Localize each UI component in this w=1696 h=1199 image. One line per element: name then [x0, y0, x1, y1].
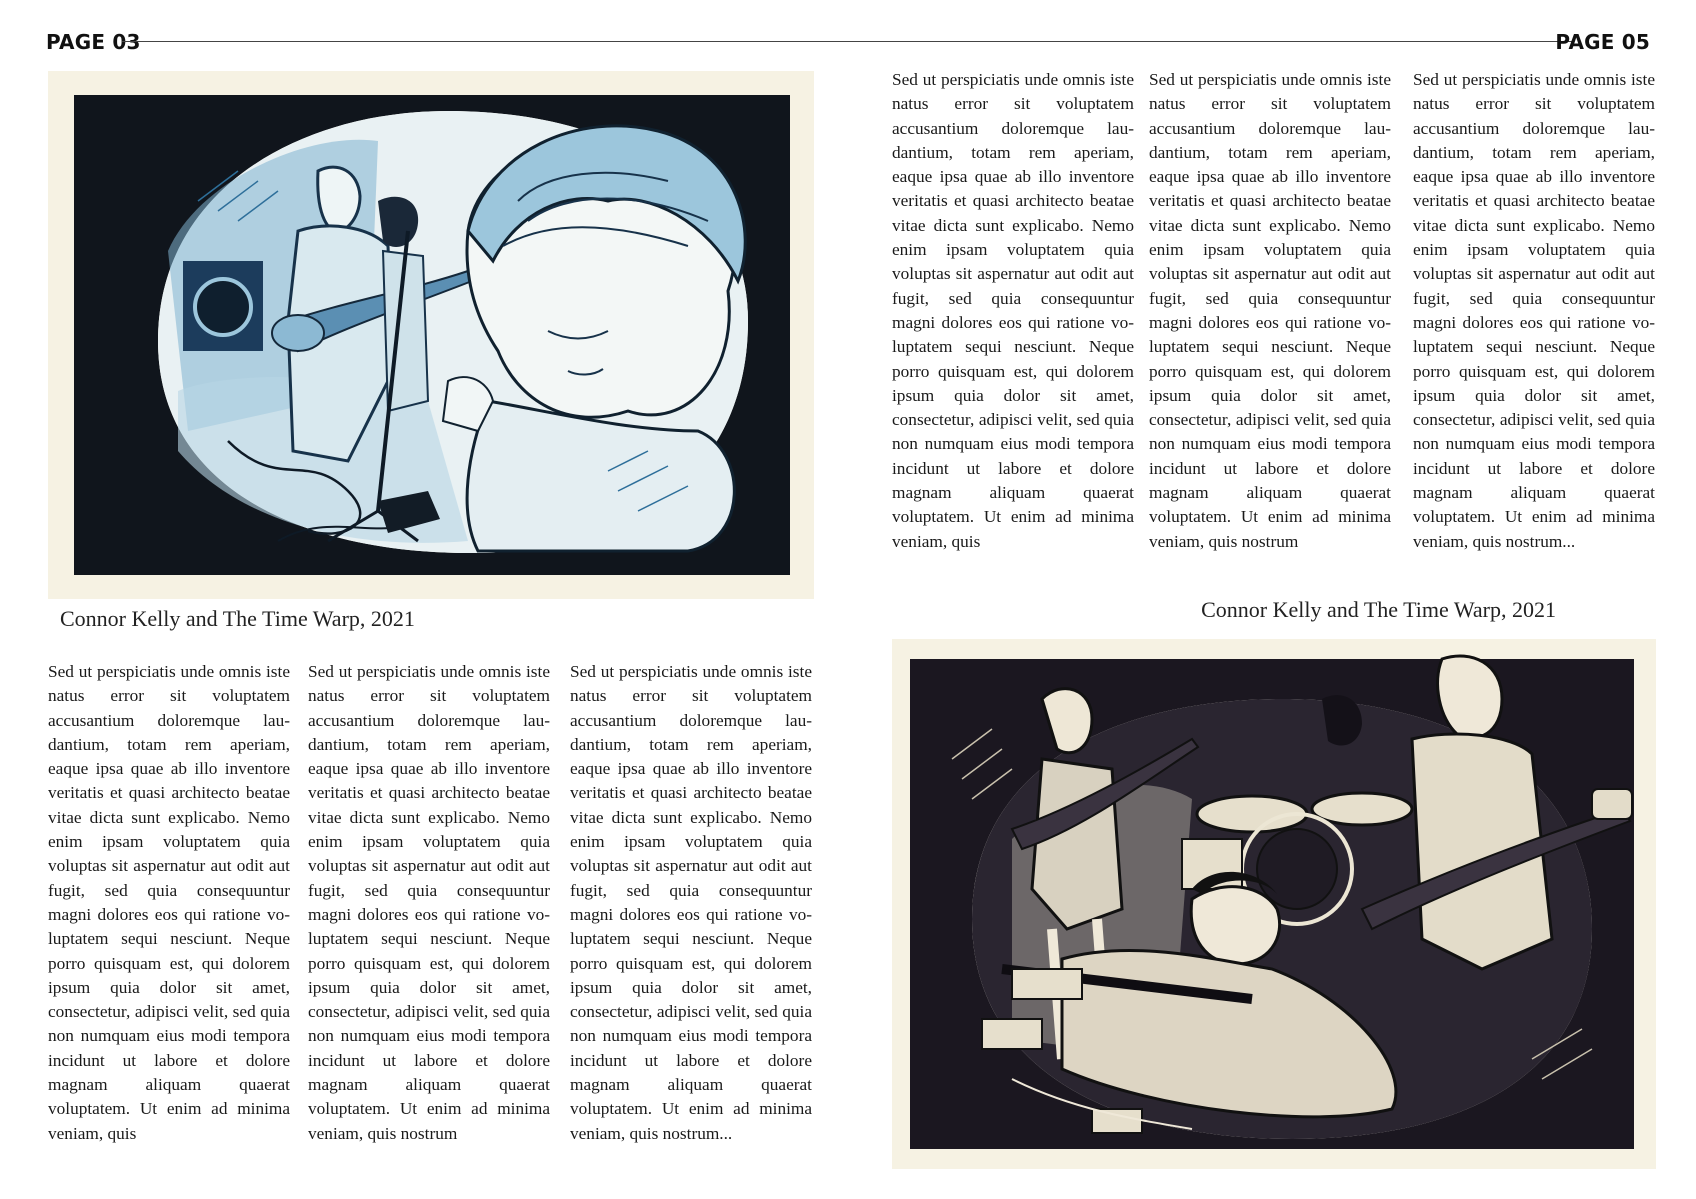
- body-text-column: Sed ut perspiciatis unde omnis iste natus error sit voluptatem accusantium doloremque laudantium, totam rem aperiam, eaque ipsa quae ab illo inventore veritatis et quasi architecto beatae vitae dicta sunt explicabo. Nemo enim ipsam voluptatem quia voluptas sit aspernatur aut odit aut fugit, sed quia consequuntur magni dolores eos qui ratione voluptatem sequi nesciunt. Neque porro quisquam est, qui dolorem ipsum quia dolor sit amet, consectetur, adipisci velit, sed quia non numquam eius modi tempora incidunt ut labore et dolore magnam aliquam quaerat voluptatem. Ut enim ad minima veniam, quis nostrum...: [1413, 70, 1655, 551]
- body-text-column: Sed ut perspiciatis unde omnis iste natus error sit voluptatem accusantium doloremque laudantium, totam rem aperiam, eaque ipsa quae ab illo inventore veritatis et quasi architecto beatae vitae dicta sunt explicabo. Nemo enim ipsam voluptatem quia voluptas sit aspernatur aut odit aut fugit, sed quia consequuntur magni dolores eos qui ratione voluptatem sequi nesciunt. Neque porro quisquam est, qui dolorem ipsum quia dolor sit amet, consectetur, adipisci velit, sed quia non numquam eius modi tempora incidunt ut labore et dolore magnam aliquam quaerat voluptatem. Ut enim ad minima veniam, quis: [892, 70, 1134, 551]
- illustration-blue-ink-band: [48, 71, 814, 599]
- page-number-right: PAGE 05: [1555, 30, 1650, 54]
- body-text-column: Sed ut perspiciatis unde omnis iste natus error sit voluptatem accusantium doloremque laudantium, totam rem aperiam, eaque ipsa quae ab illo inventore veritatis et quasi architecto beatae vitae dicta sunt explicabo. Nemo enim ipsam voluptatem quia voluptas sit aspernatur aut odit aut fugit, sed quia consequuntur magni dolores eos qui ratione voluptatem sequi nesciunt. Neque porro quisquam est, qui dolorem ipsum quia dolor sit amet, consectetur, adipisci velit, sed quia non numquam eius modi tempora incidunt ut labore et dolore magnam aliquam quaerat voluptatem. Ut enim ad minima veniam, quis nostrum...: [570, 662, 812, 1143]
- blue-ink-drawing: [48, 71, 814, 599]
- body-text-column: Sed ut perspiciatis unde omnis iste natus error sit voluptatem accusantium doloremque laudantium, totam rem aperiam, eaque ipsa quae ab illo inventore veritatis et quasi architecto beatae vitae dicta sunt explicabo. Nemo enim ipsam voluptatem quia voluptas sit aspernatur aut odit aut fugit, sed quia consequuntur magni dolores eos qui ratione voluptatem sequi nesciunt. Neque porro quisquam est, qui dolorem ipsum quia dolor sit amet, consectetur, adipisci velit, sed quia non numquam eius modi tempora incidunt ut labore et dolore magnam aliquam quaerat voluptatem. Ut enim ad minima veniam, quis nostrum: [308, 662, 550, 1143]
- page-number-left: PAGE 03: [46, 30, 141, 54]
- illustration-black-ink-band: [892, 639, 1656, 1169]
- body-text-column: Sed ut perspiciatis unde omnis iste natus error sit voluptatem accusantium doloremque laudantium, totam rem aperiam, eaque ipsa quae ab illo inventore veritatis et quasi architecto beatae vitae dicta sunt explicabo. Nemo enim ipsam voluptatem quia voluptas sit aspernatur aut odit aut fugit, sed quia consequuntur magni dolores eos qui ratione voluptatem sequi nesciunt. Neque porro quisquam est, qui dolorem ipsum quia dolor sit amet, consectetur, adipisci velit, sed quia non numquam eius modi tempora incidunt ut labore et dolore magnam aliquam quaerat voluptatem. Ut enim ad minima veniam, quis: [48, 662, 290, 1143]
- header-rule: [122, 41, 1574, 42]
- black-ink-drawing: [892, 639, 1656, 1169]
- caption-left-illustration: Connor Kelly and The Time Warp, 2021: [60, 606, 415, 631]
- caption-right-illustration: Connor Kelly and The Time Warp, 2021: [1201, 597, 1556, 622]
- body-text-column: Sed ut perspiciatis unde omnis iste natus error sit voluptatem accusantium doloremque laudantium, totam rem aperiam, eaque ipsa quae ab illo inventore veritatis et quasi architecto beatae vitae dicta sunt explicabo. Nemo enim ipsam voluptatem quia voluptas sit aspernatur aut odit aut fugit, sed quia consequuntur magni dolores eos qui ratione voluptatem sequi nesciunt. Neque porro quisquam est, qui dolorem ipsum quia dolor sit amet, consectetur, adipisci velit, sed quia non numquam eius modi tempora incidunt ut labore et dolore magnam aliquam quaerat voluptatem. Ut enim ad minima veniam, quis nostrum: [1149, 70, 1391, 551]
